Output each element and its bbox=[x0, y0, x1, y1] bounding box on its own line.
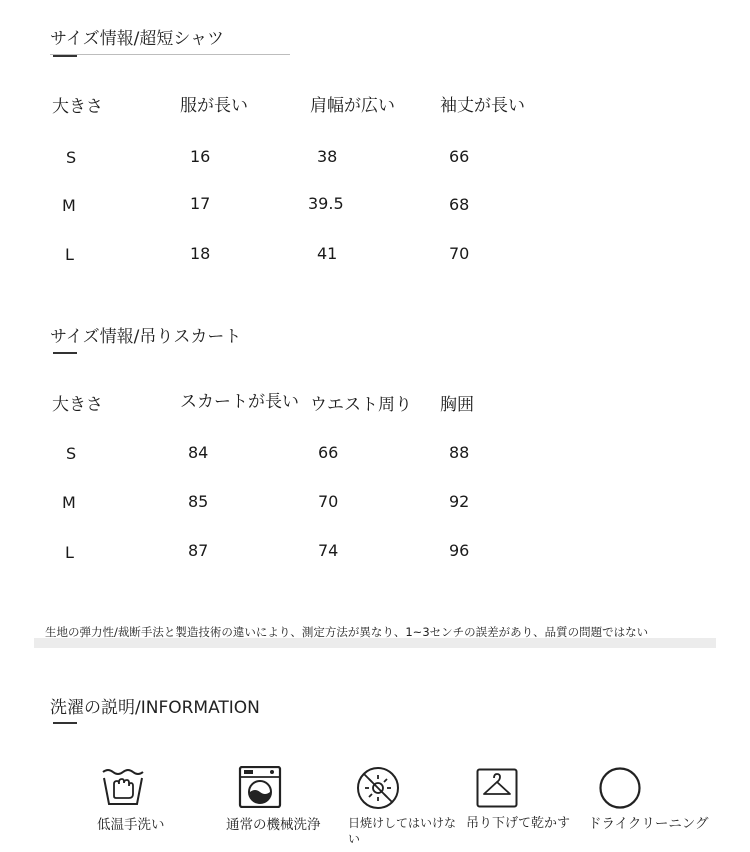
skirt-header-length: スカートが長い bbox=[180, 392, 299, 412]
shirt-section-title: サイズ情報/超短シャツ bbox=[50, 29, 225, 49]
care-label-dry-clean: ドライクリーニング bbox=[588, 816, 709, 832]
shirt-cell: 16 bbox=[190, 147, 211, 166]
shirt-header-shoulder: 肩幅が広い bbox=[310, 96, 395, 116]
skirt-cell: 87 bbox=[188, 541, 209, 560]
skirt-header-waist: ウエスト周り bbox=[310, 395, 412, 415]
hanger-dry-icon bbox=[476, 768, 518, 808]
shirt-cell: 66 bbox=[449, 147, 470, 166]
measurement-note: 生地の弾力性/裁断手法と製造技術の違いにより、測定方法が異なり、1~3センチの誤差があり、品質の問題ではない bbox=[45, 625, 649, 639]
skirt-cell: 92 bbox=[449, 492, 470, 511]
shirt-title-accent bbox=[53, 55, 77, 57]
shirt-cell: 39.5 bbox=[308, 194, 344, 213]
dry-clean-icon bbox=[598, 766, 642, 810]
skirt-cell: 96 bbox=[449, 541, 470, 560]
shirt-cell: 38 bbox=[317, 147, 338, 166]
shirt-cell: 70 bbox=[449, 244, 470, 263]
skirt-title-accent bbox=[53, 352, 77, 354]
shirt-header-sleeve: 袖丈が長い bbox=[440, 96, 525, 116]
care-label-hand-wash: 低温手洗い bbox=[97, 817, 165, 833]
shirt-cell: 17 bbox=[190, 194, 211, 213]
skirt-section-title: サイズ情報/吊りスカート bbox=[50, 327, 242, 347]
care-section-title: 洗濯の説明/INFORMATION bbox=[50, 698, 260, 718]
no-sun-icon bbox=[356, 766, 400, 810]
skirt-cell: L bbox=[65, 543, 74, 562]
skirt-cell: M bbox=[62, 493, 76, 512]
washing-machine-icon bbox=[238, 766, 282, 808]
shirt-cell: 41 bbox=[317, 244, 338, 263]
skirt-cell: 85 bbox=[188, 492, 209, 511]
skirt-cell: 70 bbox=[318, 492, 339, 511]
shirt-title-rule bbox=[50, 54, 290, 55]
hand-wash-icon bbox=[100, 764, 146, 808]
care-label-hanger-dry: 吊り下げて乾かす bbox=[466, 816, 571, 831]
skirt-header-size: 大きさ bbox=[52, 395, 103, 415]
care-label-no-sun: 日焼けしてはいけない bbox=[348, 816, 457, 846]
skirt-cell: 88 bbox=[449, 443, 470, 462]
shirt-header-size: 大きさ bbox=[52, 97, 103, 117]
shirt-cell: 68 bbox=[449, 195, 470, 214]
shirt-cell: S bbox=[66, 148, 77, 167]
care-label-machine-wash: 通常の機械洗浄 bbox=[226, 817, 321, 833]
skirt-cell: 74 bbox=[318, 541, 339, 560]
shirt-header-length: 服が長い bbox=[180, 96, 248, 116]
care-title-accent bbox=[53, 722, 77, 724]
shirt-cell: M bbox=[62, 196, 76, 215]
shirt-cell: L bbox=[65, 245, 74, 264]
skirt-cell: S bbox=[66, 444, 77, 463]
shirt-cell: 18 bbox=[190, 244, 211, 263]
skirt-cell: 84 bbox=[188, 443, 209, 462]
skirt-header-chest: 胸囲 bbox=[440, 395, 474, 415]
skirt-cell: 66 bbox=[318, 443, 339, 462]
